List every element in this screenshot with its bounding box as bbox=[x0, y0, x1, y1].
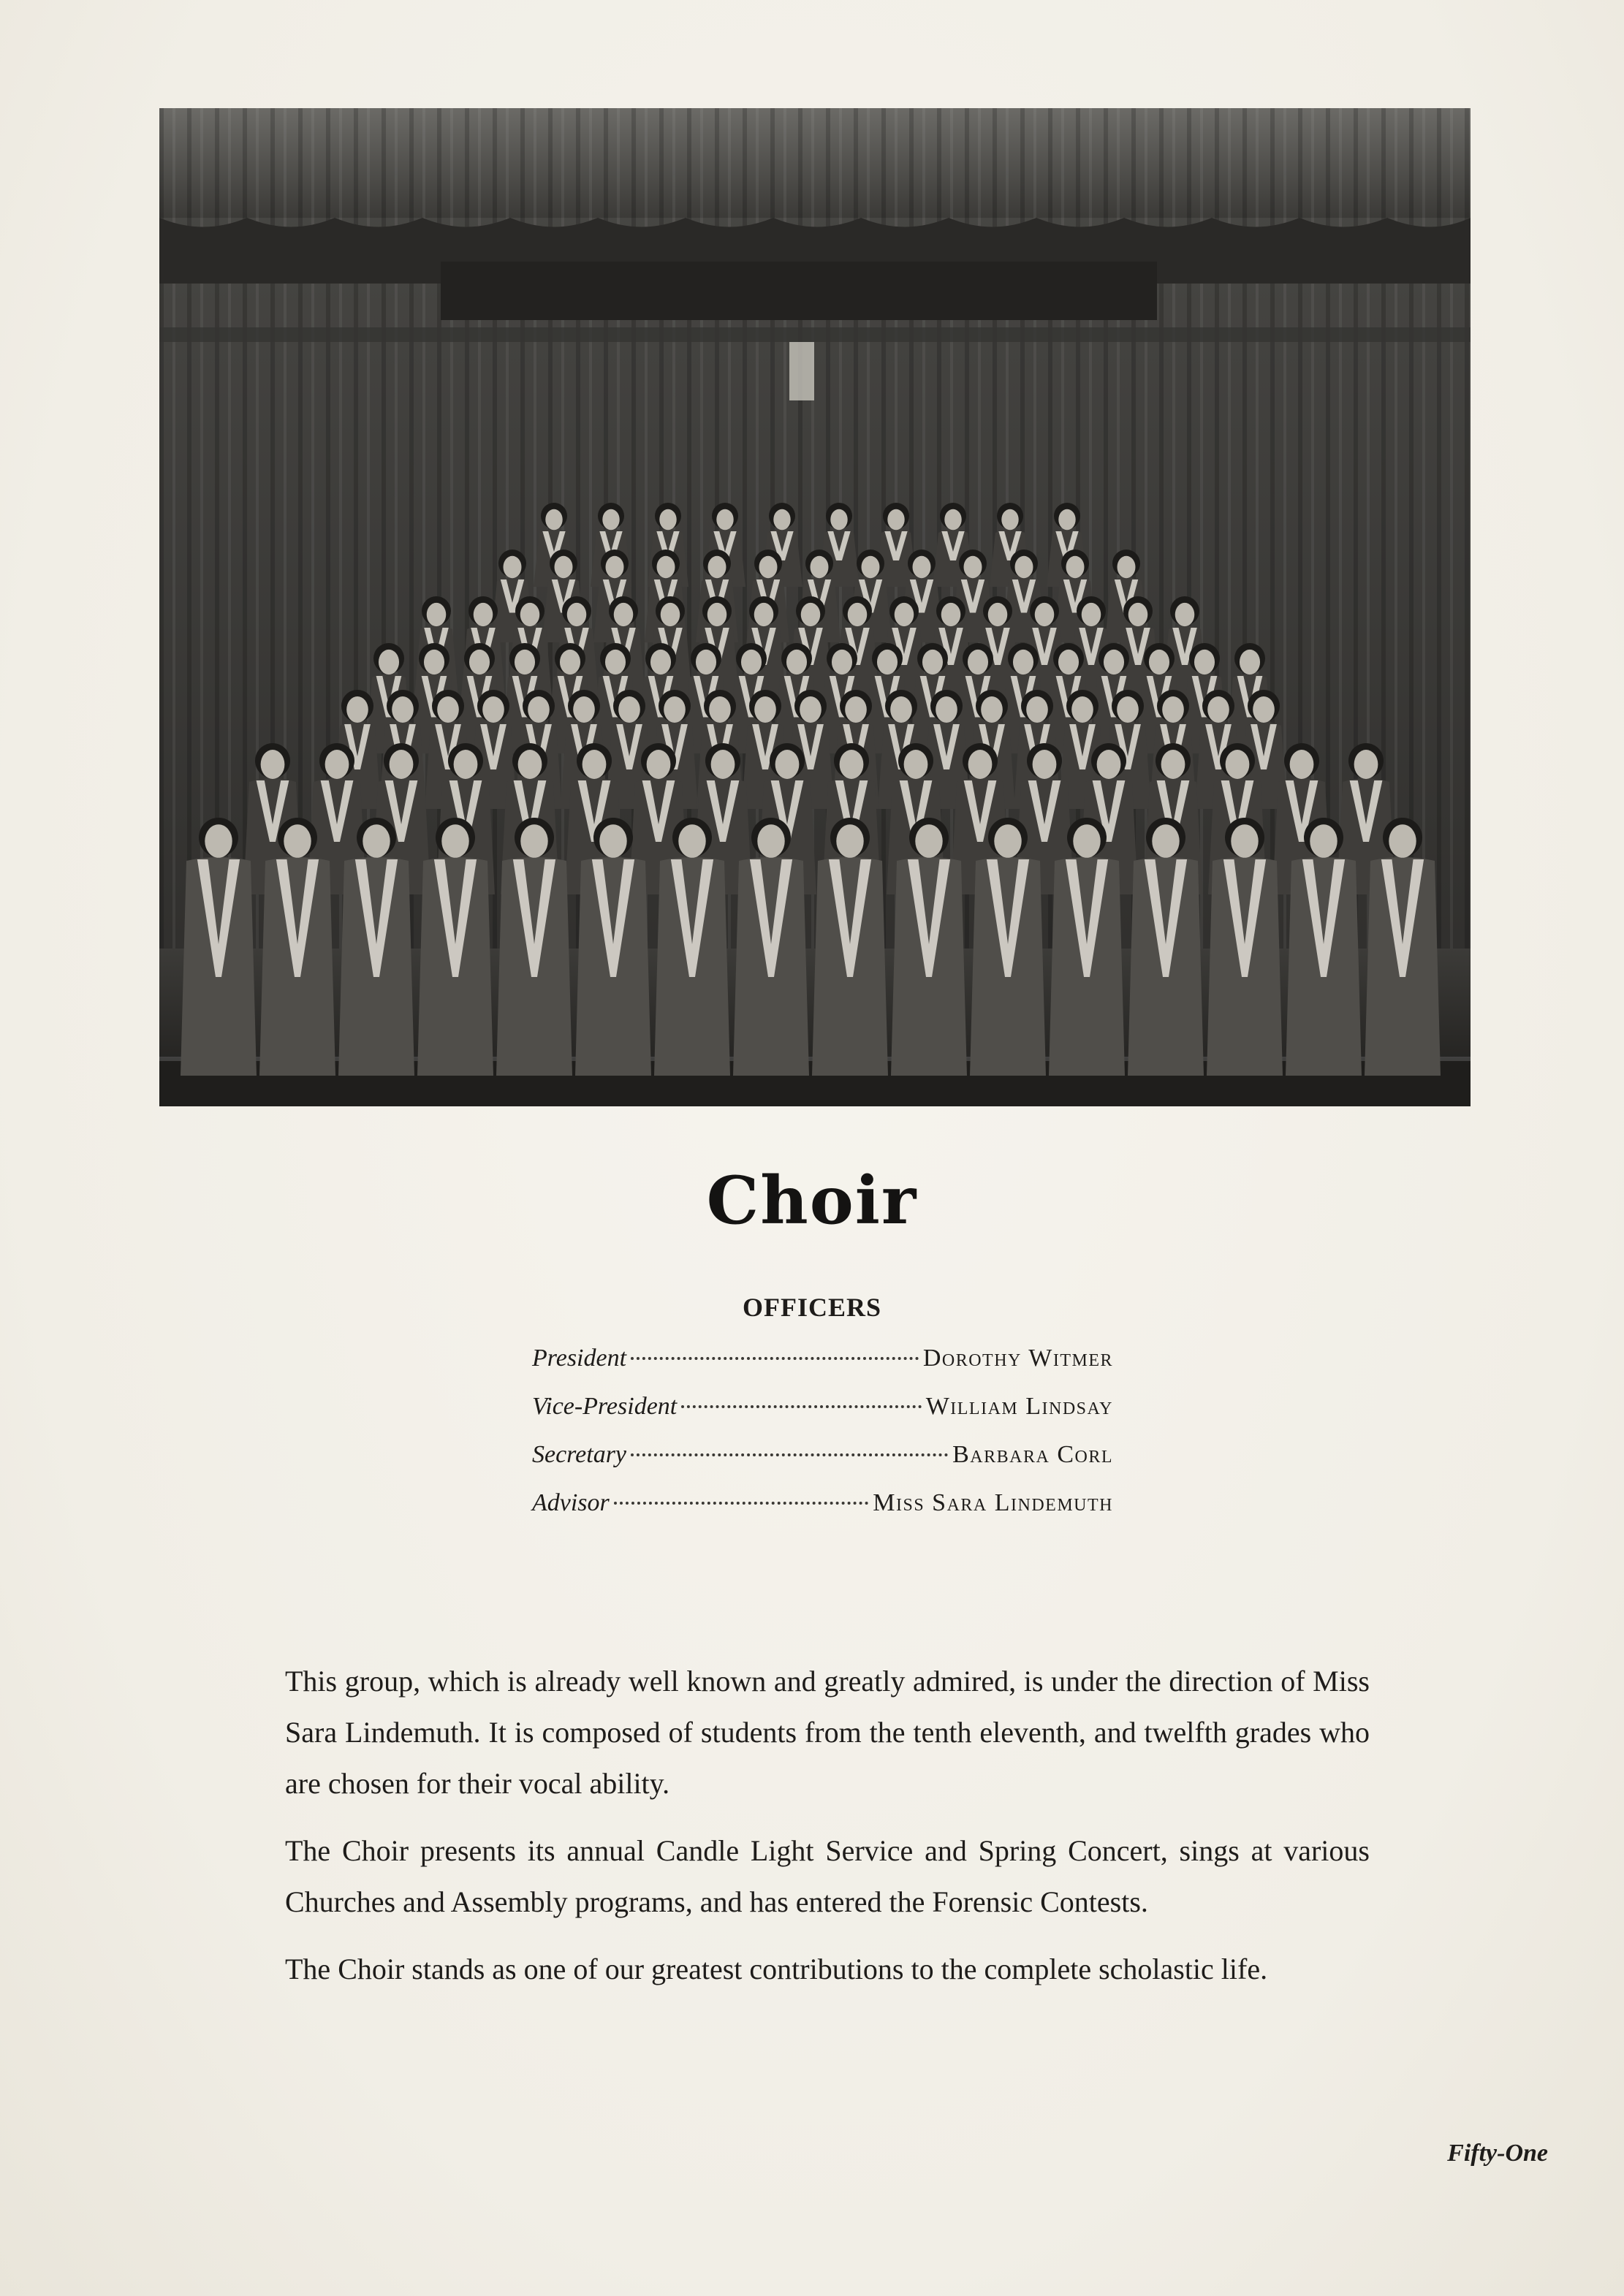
choir-member-face bbox=[1194, 650, 1215, 674]
choir-member-face bbox=[968, 750, 993, 779]
choir-member-face bbox=[1152, 824, 1179, 858]
choir-member-face bbox=[994, 824, 1021, 858]
choir-member-face bbox=[504, 556, 522, 578]
choir-member-face bbox=[696, 650, 716, 674]
choir-member-face bbox=[707, 603, 727, 626]
choir-member-face bbox=[1058, 509, 1075, 531]
choir-member-face bbox=[1026, 696, 1048, 723]
choir-member-face bbox=[545, 509, 562, 531]
officer-row-president bbox=[532, 1345, 1113, 1393]
choir-member-face bbox=[709, 696, 731, 723]
choir-member-face bbox=[1066, 556, 1085, 578]
officer-role: President bbox=[532, 1345, 627, 1372]
choir-member-face bbox=[560, 650, 580, 674]
choir-member-face bbox=[890, 696, 912, 723]
choir-member-face bbox=[895, 603, 914, 626]
choir-member-face bbox=[1310, 824, 1337, 858]
choir-member-face bbox=[968, 650, 988, 674]
choir-member-face bbox=[474, 603, 493, 626]
choir-member-face bbox=[1097, 750, 1121, 779]
choir-member-face bbox=[469, 650, 490, 674]
choir-member-face bbox=[922, 650, 943, 674]
choir-member-face bbox=[1058, 650, 1079, 674]
officer-name: Dorothy Witmer bbox=[922, 1345, 1113, 1372]
choir-member-face bbox=[1118, 556, 1136, 578]
officer-role: Vice-President bbox=[532, 1393, 678, 1420]
choir-member-face bbox=[605, 650, 626, 674]
choir-member-face bbox=[424, 650, 444, 674]
choir-member-face bbox=[567, 603, 587, 626]
choir-member-face bbox=[427, 603, 447, 626]
choir-member-face bbox=[1354, 750, 1378, 779]
officer-row-secretary bbox=[532, 1441, 1113, 1489]
choir-member-face bbox=[757, 824, 784, 858]
choir-member-face bbox=[1240, 650, 1260, 674]
choir-member-face bbox=[786, 650, 807, 674]
choir-member-face bbox=[1128, 603, 1148, 626]
choir-member-face bbox=[437, 696, 459, 723]
choir-member-face bbox=[1162, 696, 1184, 723]
choir-member-face bbox=[678, 824, 705, 858]
choir-member-face bbox=[1073, 824, 1100, 858]
choir-member-face bbox=[845, 696, 867, 723]
choir-member-face bbox=[614, 603, 634, 626]
choir-member-face bbox=[830, 509, 847, 531]
choir-member-face bbox=[1389, 824, 1416, 858]
choir-group-photo bbox=[159, 108, 1471, 1106]
choir-member-face bbox=[836, 824, 863, 858]
choir-member-face bbox=[832, 650, 852, 674]
choir-member-face bbox=[981, 696, 1003, 723]
choir-member-face bbox=[800, 696, 822, 723]
dot-leader bbox=[681, 1405, 921, 1408]
choir-member-face bbox=[1033, 750, 1057, 779]
choir-member-face bbox=[941, 603, 961, 626]
paragraph: This group, which is already well known and greatly admired, is under the direction of Miss Sara Lindemuth. It is composed of students from the tenth eleventh, and twelfth grades who are chosen for their vocal ability. bbox=[285, 1665, 1370, 1800]
choir-member-face bbox=[599, 824, 626, 858]
choir-member-face bbox=[944, 509, 961, 531]
choir-member-face bbox=[775, 750, 800, 779]
choir-member-face bbox=[664, 696, 686, 723]
choir-member-face bbox=[759, 556, 778, 578]
dot-leader bbox=[631, 1453, 948, 1456]
page-title: Choir bbox=[706, 1162, 918, 1239]
choir-member-face bbox=[904, 750, 928, 779]
officer-row-advisor bbox=[532, 1489, 1113, 1537]
choir-member-face bbox=[454, 750, 478, 779]
choir-member-face bbox=[346, 696, 368, 723]
paragraph: The Choir stands as one of our greatest contributions to the complete scholastic life. bbox=[285, 1953, 1268, 1985]
dot-leader bbox=[614, 1502, 868, 1505]
choir-member-face bbox=[555, 556, 573, 578]
choir-member-face bbox=[1104, 650, 1124, 674]
choir-member-face bbox=[1035, 603, 1055, 626]
officer-name: Miss Sara Lindemuth bbox=[873, 1489, 1113, 1516]
dot-leader bbox=[631, 1357, 919, 1360]
choir-member-face bbox=[1290, 750, 1314, 779]
paragraph: The Choir presents its annual Candle Light Service and Spring Concert, sings at various Churches and Assembly programs, and has entered the Forensic Contests. bbox=[285, 1834, 1370, 1918]
choir-member-face bbox=[913, 556, 931, 578]
officer-row-vice-president bbox=[532, 1393, 1113, 1441]
page-number: Fifty-One bbox=[1447, 2140, 1548, 2167]
choir-member-face bbox=[862, 556, 880, 578]
officer-role: Secretary bbox=[532, 1441, 627, 1468]
choir-member-face bbox=[1015, 556, 1033, 578]
choir-member-face bbox=[657, 556, 675, 578]
choir-member-face bbox=[325, 750, 349, 779]
choir-member-face bbox=[754, 696, 776, 723]
choir-member-face bbox=[1253, 696, 1275, 723]
choir-member-face bbox=[915, 824, 942, 858]
choir-member-face bbox=[716, 509, 733, 531]
choir-member-face bbox=[379, 650, 399, 674]
choir-member-face bbox=[618, 696, 640, 723]
choir-member-face bbox=[520, 824, 547, 858]
choir-member-face bbox=[1175, 603, 1195, 626]
choir-member-face bbox=[773, 509, 790, 531]
choir-member-face bbox=[583, 750, 607, 779]
choir-member-face bbox=[1001, 509, 1018, 531]
choir-member-face bbox=[811, 556, 829, 578]
choir-member-face bbox=[573, 696, 595, 723]
choir-member-face bbox=[515, 650, 535, 674]
choir-member-face bbox=[1149, 650, 1169, 674]
choir-member-face bbox=[606, 556, 624, 578]
choir-member-face bbox=[528, 696, 550, 723]
choir-member-face bbox=[1226, 750, 1250, 779]
choir-member-face bbox=[711, 750, 735, 779]
choir-member-face bbox=[741, 650, 762, 674]
officers-list bbox=[532, 1345, 1113, 1537]
choir-member-face bbox=[1161, 750, 1185, 779]
choir-member-face bbox=[1231, 824, 1258, 858]
officers-heading: OFFICERS bbox=[742, 1293, 882, 1322]
choir-member-face bbox=[801, 603, 821, 626]
choir-member-face bbox=[205, 824, 232, 858]
choir-member-face bbox=[650, 650, 671, 674]
choir-member-face bbox=[936, 696, 957, 723]
choir-member-face bbox=[1117, 696, 1139, 723]
officer-role: Advisor bbox=[532, 1489, 610, 1516]
choir-member-face bbox=[520, 603, 540, 626]
choir-member-face bbox=[754, 603, 774, 626]
choir-member-face bbox=[659, 509, 676, 531]
choir-member-face bbox=[887, 509, 904, 531]
description-text bbox=[285, 1656, 1370, 2011]
choir-member-face bbox=[708, 556, 726, 578]
choir-member-face bbox=[1071, 696, 1093, 723]
choir-member-face bbox=[392, 696, 414, 723]
officer-name: Barbara Corl bbox=[952, 1441, 1113, 1468]
choir-member-face bbox=[482, 696, 504, 723]
choir-member-face bbox=[363, 824, 390, 858]
choir-member-face bbox=[518, 750, 542, 779]
choir-member-face bbox=[1082, 603, 1101, 626]
choir-photo-image bbox=[159, 108, 1471, 1106]
choir-member-face bbox=[647, 750, 671, 779]
choir-member-face bbox=[988, 603, 1008, 626]
choir-member-face bbox=[261, 750, 285, 779]
choir-member-face bbox=[661, 603, 680, 626]
choir-member-face bbox=[602, 509, 619, 531]
choir-member-face bbox=[1013, 650, 1033, 674]
officer-name: William Lindsay bbox=[925, 1393, 1113, 1420]
choir-member-face bbox=[877, 650, 898, 674]
choir-member-face bbox=[848, 603, 868, 626]
choir-member-face bbox=[390, 750, 414, 779]
choir-member-face bbox=[284, 824, 311, 858]
choir-member-face bbox=[441, 824, 468, 858]
choir-member-face bbox=[840, 750, 864, 779]
choir-member-face bbox=[1207, 696, 1229, 723]
choir-member-face bbox=[964, 556, 982, 578]
